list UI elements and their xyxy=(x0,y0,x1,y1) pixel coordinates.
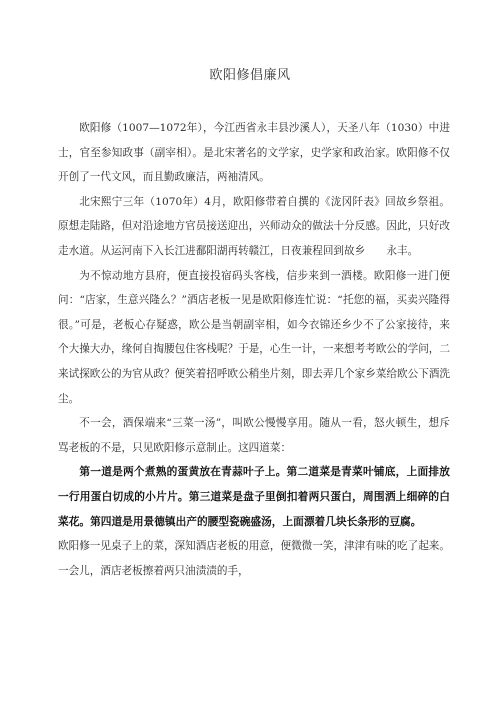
paragraph-return-home: 北宋熙宁三年（1070年）4月，欧阳修带着自撰的《泷冈阡表》回故乡祭祖。原想走陆路，但对沿途地方官员接送迎出，兴师动众的做法十分反感。因此，只好改走水道。从运河南下入长江进鄱阳湖再转赣江，日夜兼程回到故乡 永丰。 xyxy=(58,195,450,257)
paragraph-three-dishes: 不一会，酒保端来“三菜一汤”，叫欧公慢慢享用。随从一看，怒火顿生，想斥骂老板的不是，只见欧阳修示意制止。这四道菜： xyxy=(58,417,450,454)
paragraph-tavern-visit: 为不惊动地方县府，便直接投宿码头客栈，信步来到一酒楼。欧阳修一进门便问：“店家，生意兴隆么？”酒店老板一见是欧阳修连忙说：“托您的福，买卖兴隆得很。”可是，老板心存疑惑，欧公是当朝副宰相，如今衣锦还乡少不了公家接待，来个大操大办，缘何自掏腰包住客栈呢？于是，心生一计，一来想考考欧公的学问，二来试探欧公的为官从政？便笑着招呼欧公稍坐片刻，即去弄几个家乡菜给欧公下酒洗尘。 xyxy=(58,269,450,405)
document-body xyxy=(58,116,450,583)
paragraph-dish-description: 第一道是两个煮熟的蛋黄放在青蒜叶子上。第二道菜是青菜叶铺底，上面排放一行用蛋白切成的小片片。第三道菜是盘子里倒扣着两只蛋白，周围洒上细碎的白菜花。第四道是用景德镇出产的腰型瓷碗盛汤，上面漂着几块长条形的豆腐。 xyxy=(58,465,450,528)
paragraph-intro: 欧阳修（1007—1072年），今江西省永丰县沙溪人），天圣八年（1030）中进士，官至参知政事（副宰相）。是北宋著名的文学家，史学家和政治家。欧阳修不仅开创了一代文风，而且勤政廉洁，两袖清风。 xyxy=(58,122,450,184)
document-title: 欧阳修倡廉风 xyxy=(209,68,291,83)
paragraph-continuation: 欧阳修一见桌子上的菜，深知酒店老板的用意，便微微一笑，津津有味的吃了起来。一会儿，酒店老板擦着两只油渍渍的手， xyxy=(58,540,450,577)
